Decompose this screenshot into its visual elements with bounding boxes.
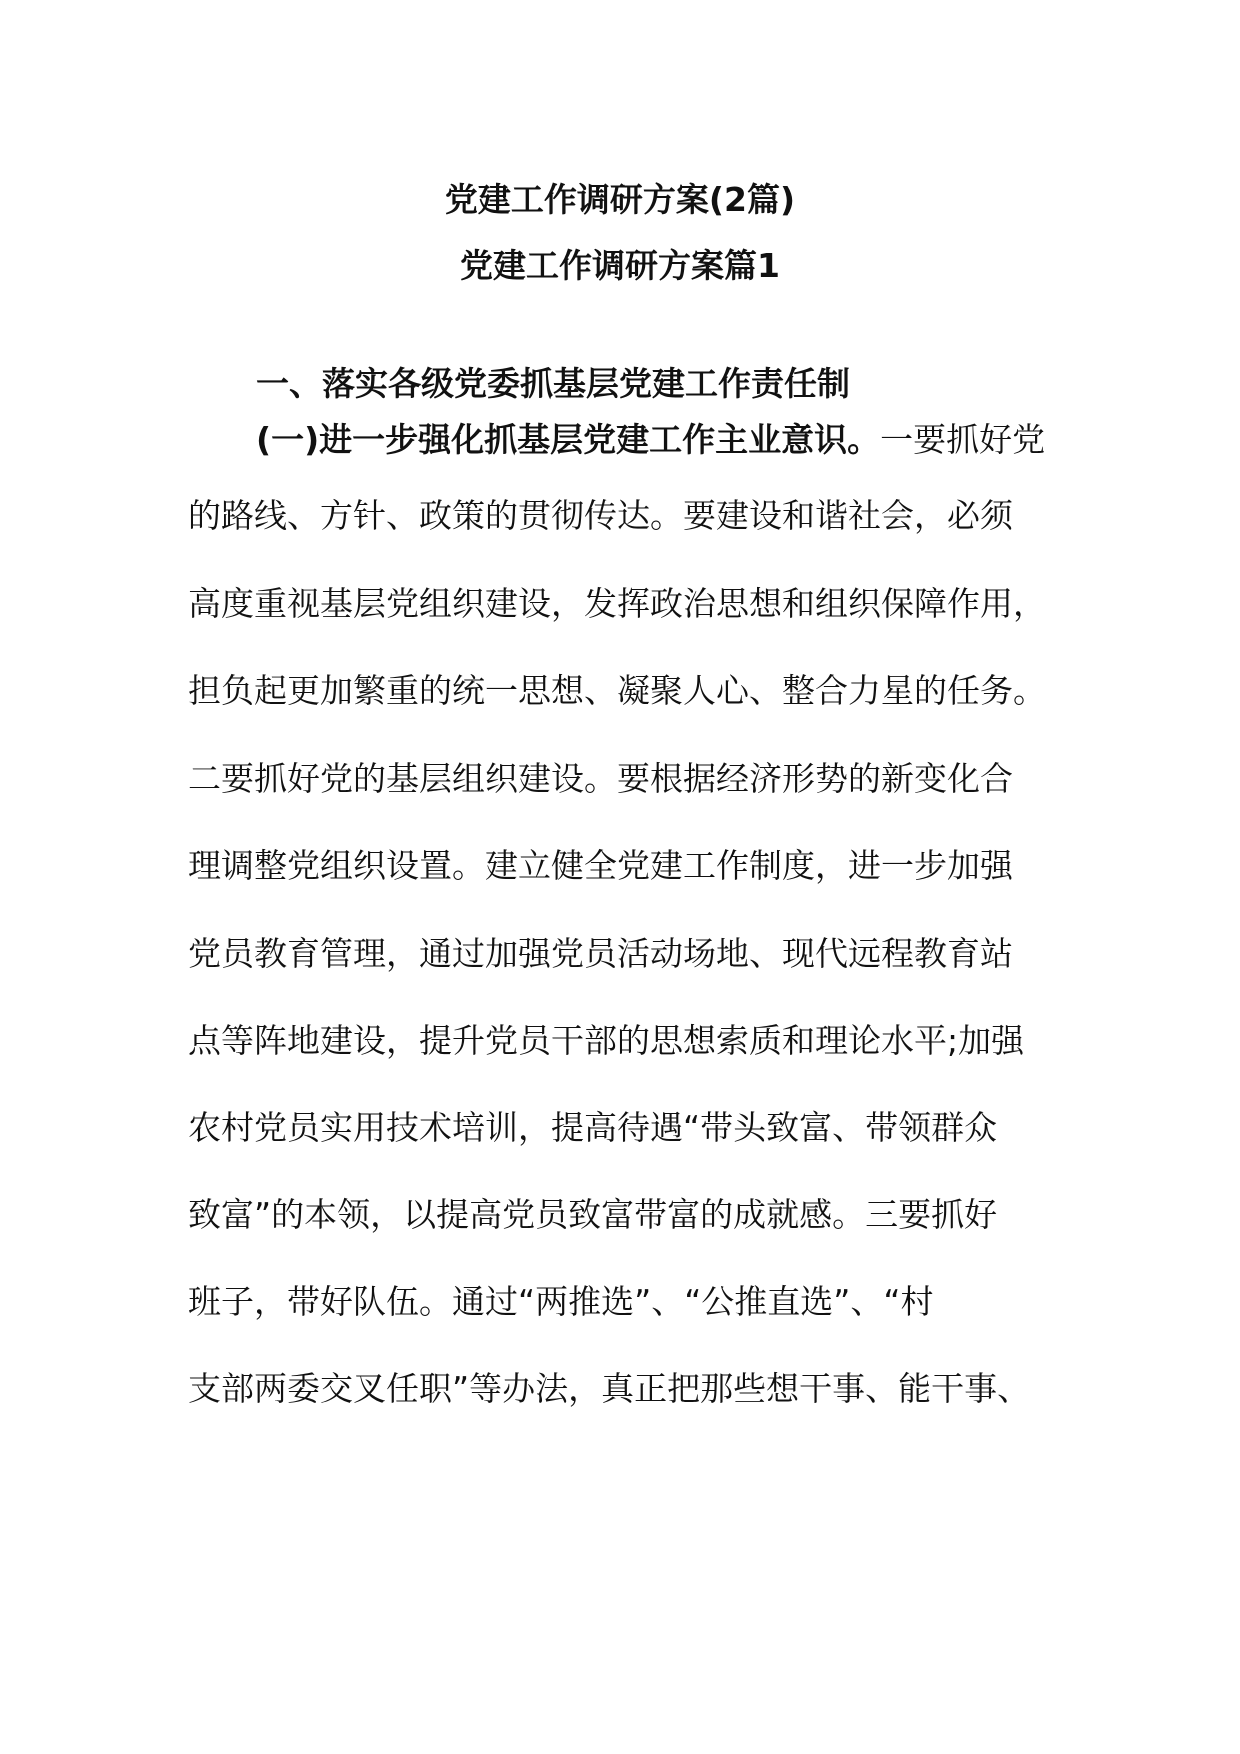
subsection-lead: (一)进一步强化抓基层党建工作主业意识。 (256, 420, 881, 459)
paragraph-line-4: 担负起更加繁重的统一思想、凝聚人心、整合力星的任务。 (188, 671, 1046, 710)
section-heading: 一、落实各级党委抓基层党建工作责任制 (256, 364, 850, 403)
paragraph-line-7: 党员教育管理，通过加强党员活动场地、现代远程教育站 (188, 934, 1013, 973)
paragraph-line-10: 致富”的本领，以提高党员致富带富的成就感。三要抓好 (188, 1195, 998, 1234)
paragraph-line-5: 二要抓好党的基层组织建设。要根据经济形势的新变化合 (188, 759, 1013, 798)
paragraph-line-1 (256, 420, 1045, 460)
paragraph-text: 一要抓好党 (880, 420, 1046, 459)
paragraph-line-6: 理调整党组织设置。建立健全党建工作制度，进一步加强 (188, 846, 1013, 885)
document-title: 党建工作调研方案(2篇) (444, 180, 796, 219)
paragraph-line-8: 点等阵地建设，提升党员干部的思想索质和理论水平;加强 (188, 1021, 1025, 1060)
paragraph-line-11: 班子，带好队伍。通过“两推选”、“公推直选”、“村 (188, 1282, 934, 1321)
paragraph-line-12: 支部两委交叉任职”等办法，真正把那些想干事、能干事、 (188, 1369, 1031, 1408)
document-subtitle: 党建工作调研方案篇1 (460, 246, 780, 285)
paragraph-line-2: 的路线、方针、政策的贯彻传达。要建设和谐社会，必须 (188, 496, 1013, 535)
paragraph-line-3: 高度重视基层党组织建设，发挥政治思想和组织保障作用， (188, 584, 1046, 623)
paragraph-line-9: 农村党员实用技术培训，提高待遇“带头致富、带领群众 (188, 1108, 998, 1147)
